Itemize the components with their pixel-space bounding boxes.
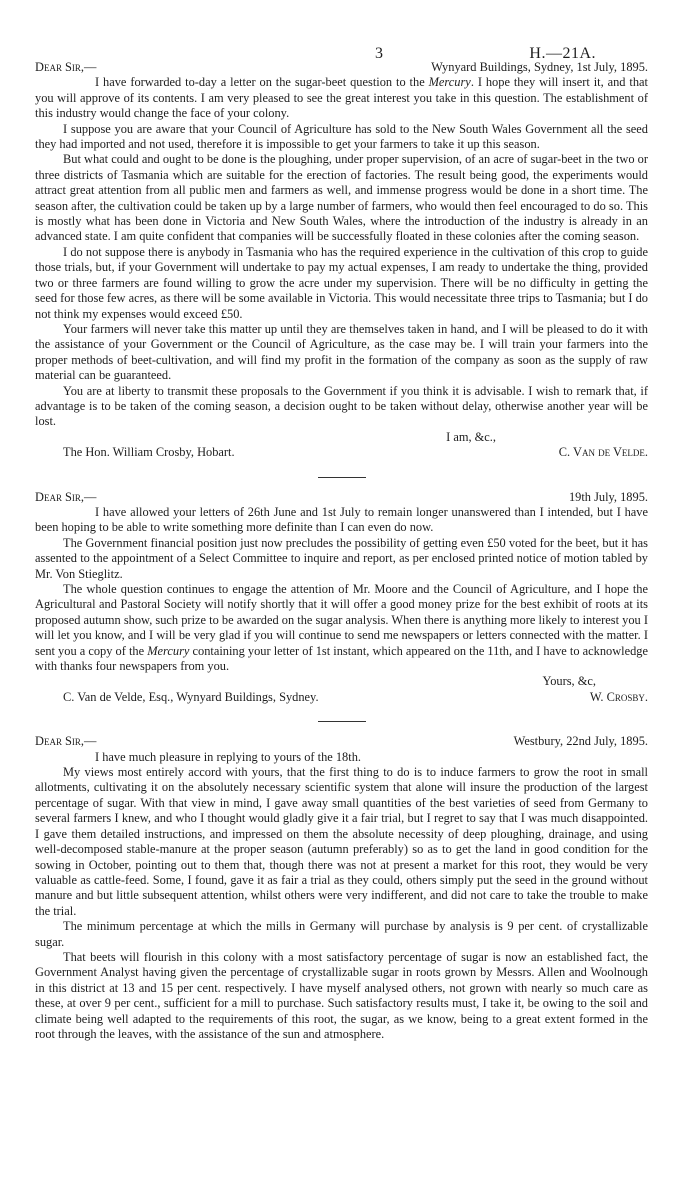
address-line [35,445,648,460]
page-header [35,0,648,62]
paragraph: I have allowed your letters of 26th June and 1st July to remain longer unanswered than I intended, but I have been hoping to be able to write something more definite than I can even do now. [35,504,648,535]
separator-rule [318,477,366,478]
paragraph: My views most entirely accord with yours, that the first thing to do is to induce farmers to grow the root in small allotments, cultivating it on the absolutely necessary scientific system that alone will insure the production of the largest percentage of sugar. With that view in mind, I gave away small quantities of the best varieties of seed from Germany to several farmers I knew, and who I thought would gladly give it a fair trial, but I regret to say that I was much disappointed. I gave them detailed instructions, and impressed on them the absolute necessity of deep ploughing, drainage, and using well-decomposed stable-manure at the proper season (autumn preferably) so as to get the land in good condition for the sowing in October, pointing out to them that, though there was not at present a market for this root, they would be very valuable as cattle-feed. Some, I found, gave it as fair a trial as they could, others simply put the seed in the ground without manure and but little subsequent attention, whilst others were very indifferent, and did not care to take the trouble to make the trial. [35,765,648,918]
paragraph: I suppose you are aware that your Council of Agriculture has sold to the New South Wales Government all the seed they had imported and not used, therefore it is impossible to get your farmers to take it up this season. [35,121,648,152]
newspaper-title: Mercury [147,643,190,658]
paragraph: That beets will flourish in this colony with a most satisfactory percentage of sugar is now an established fact, the Government Analyst having given the percentage of crystallizable sugar in roots grown by Messrs. Allen and Woolnough in this district at 13 and 15 per cent. respectively. I have myself analysed others, not grown with nearly so much care as these, at over 9 per cent., sufficient for a mill to purchase. Such satisfactory results must, I take it, be owing to the soil and climate being well adapted to the requirements of this root, the sugar, as we know, being to a great extent formed in the root through the leaves, with the assistance of the sun and atmosphere. [35,949,648,1041]
letter-westbury-22nd-july [35,734,648,1042]
place-date: Westbury, 22nd July, 1895. [513,734,648,749]
signature: W. Crosby. [589,689,648,704]
paragraph: You are at liberty to transmit these proposals to the Government if you think it is advisable. I wish to remark that, if advantage is to be taken of the coming season, a decision ought to be taken without delay, otherwise another year will be lost. [35,383,648,429]
paragraph: I have much pleasure in replying to yours of the 18th. [95,749,361,764]
signature: C. Van de Velde. [558,445,648,460]
addressee: The Hon. William Crosby, Hobart. [63,445,235,460]
paragraph: Your farmers will never take this matter up until they are themselves taken in hand, and I will be pleased to do it with the assistance of your Government or the Council of Agriculture, as the case may be. I will train your farmers into the proper methods of beet-cultivation, and will find my profit in the formation of the company as soon as the supply of raw material can be guaranteed. [35,321,648,383]
paragraph: I do not suppose there is anybody in Tasmania who has the required experience in the cultivation of this crop to guide those trials, but, if your Government will undertake to pay my actual expenses, I am ready to undertake the thing, provided two or three farmers are found willing to grow the acre under my supervision. There will be no difficulty in getting the seed for those few acres, as there will be some available in Victoria. This would necessitate three trips to Tasmania; but I do not think my expenses would exceed £50. [35,244,648,321]
salutation: Dear Sir,— [35,60,97,74]
salutation: Dear Sir,— [35,734,97,749]
closing: Yours, &c, [542,674,596,689]
place-date: Wynyard Buildings, Sydney, 1st July, 1895. [431,60,648,74]
letter-heading [35,490,648,505]
page-number: 3 [375,45,383,62]
letter-van-de-velde-1st-july [35,60,648,461]
paragraph: The minimum percentage at which the mills in Germany will purchase by analysis is 9 per cent. of crystallizable sugar. [35,919,648,949]
letter-crosby-19th-july [35,490,648,706]
letter-heading [35,60,648,75]
separator-rule [318,721,366,722]
letter-heading [35,734,648,749]
paragraph: I have forwarded to-day a letter on the sugar-beet question to the Mercury. I hope they will insert it, and that you will approve of its contents. I am very pleased to see the great interest you take in this question. The establishment of this industry would change the face of your colony. [35,75,648,121]
paragraph: The Government financial position just now precludes the possibility of getting even £50 voted for the beet, but it has assented to the appointment of a Select Committee to inquire and report, as per enclosed printed notice of motion tabled by Mr. Von Stieglitz. [35,535,648,581]
newspaper-title: Mercury [428,75,471,90]
address-line [35,690,648,705]
paragraph: The whole question continues to engage the attention of Mr. Moore and the Council of Agriculture, and I hope the Agricultural and Pastoral Society will notify shortly that it will offer a good money prize for the best exhibit of roots at its proposed autumn show, such prize to be awarded on the sugar analysis. When there is anything more likely to interest you I will let you know, and I will be very glad if you will continue to send me newspapers or letters connected with the matter. I sent you a copy of the Mercury containing your letter of 1st instant, which appeared on the 11th, and I have to acknowledge with thanks four newspapers from you. [35,582,648,674]
document-reference: H.—21A. [529,45,596,62]
paragraph: But what could and ought to be done is the ploughing, under proper supervision, of an acre of sugar-beet in the two or three districts of Tasmania which are suitable for the erection of factories. The result being good, the experiments would attract great attention from all public men and farmers as well, and immense progress would be done in a short time. The season after, the cultivation could be taken up by a large number of farmers, who would then feel encouraged to do so. This is mostly what has been done in Victoria and New South Wales, where the introduction of the industry is already in an advanced state. I am quite confident that companies will be successfully floated in these colonies after the coming season. [35,152,648,244]
addressee: C. Van de Velde, Esq., Wynyard Buildings, Sydney. [63,689,319,704]
salutation: Dear Sir,— [35,489,97,504]
closing: I am, &c., [446,429,496,444]
place-date: 19th July, 1895. [568,489,648,504]
